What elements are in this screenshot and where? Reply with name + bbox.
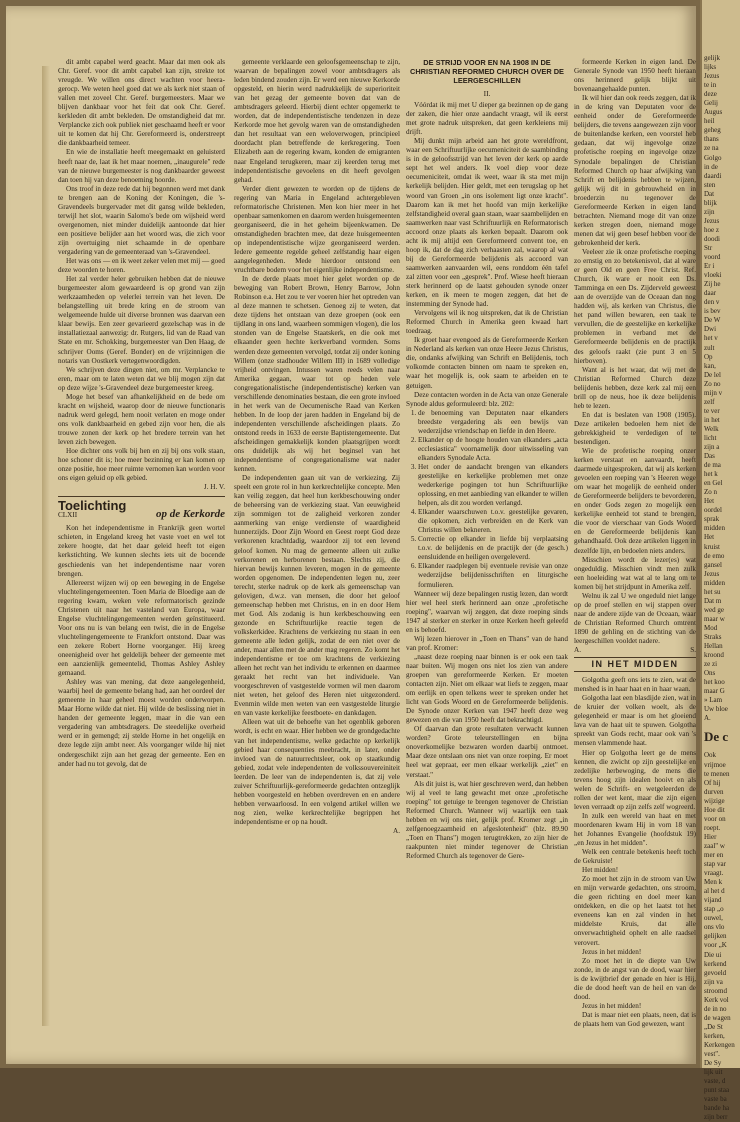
article-paragraph: Vervolgens wil ik nog uitspreken, dat ik de Christian Reformed Church in Amerika geen kwaad hart toedraag. (406, 309, 568, 336)
article-part-number: II. (483, 89, 491, 98)
edge-text-line: vaste ba (704, 1095, 727, 1104)
edge-text-line: heil (704, 117, 715, 126)
article-paragraph: Als dit juist is, wat hier geschreven werd, dan hebben wij al veel te lang gewacht met onze „profetische roeping" tot getuige te brengen tegenover de Christian Reformed Church. Wanneer wij waarlijk een taak hebben en wij ons niet, gelijk prof. Kromer zegt „in zelfgenoegzaamheid en afgeslotenheid" (blz. 89.90 „Toen en Thans") mogen terugtrekken, zo zijn hier de raakpunten niet minder tegenover de Christian Reformed Church als tegenover de Gere- (406, 779, 568, 860)
edge-text-line: Augus (704, 108, 723, 117)
edge-text-line: sten (704, 180, 716, 189)
edge-text-line: de emo (704, 551, 725, 560)
article-paragraph: We schrijven deze dingen niet, om mr. Verplancke te eren, maar om te laten weten dat we blij mogen zijn dat op deze wijze 's-Gravendeel deze burgemeester kreeg. (58, 365, 225, 392)
edge-text-line: Die ui (704, 950, 722, 959)
article-paragraph: formeerde Kerken in eigen land. De Generale Synode van 1950 heeft hieraan ons herinnerd gelijk blijkt uit bovenaangehaalde punten. (574, 58, 696, 94)
edge-text-line: doodi (704, 234, 720, 243)
edge-text-line: wed ge (704, 605, 725, 614)
edge-text-line: oordel (704, 506, 722, 515)
edge-text-line: ze na (704, 144, 719, 153)
edge-text-line: Op (704, 352, 713, 361)
article-paragraph: dit ambt capabel werd geacht. Maar dat men ook als Chr. Geref. voor dit ambt capabel kan zijn, strekte tot vreugde. We willen ons direct wachten voor heera-gerocp. We weten heel goed dat we als kerk niet staan of vallen met zoveel Chr. Geref. burgemeesters. Maar we blijven dankbaar voor het feit dat ook Chr. Geref. kerkleden dit ambt bekleden. De omstandigheid dat mr. Verplancke zich ook publiek niet geschaamd heeft er voor uit te komen dat hij Chr. Gereformeerd is, onderstreept die dankbaarheid temeer. (58, 58, 225, 148)
edge-text-line: zijn a (704, 443, 720, 452)
edge-text-line: voord (704, 253, 721, 262)
edge-text-line: in het (704, 415, 720, 424)
edge-text-line: te menen (704, 769, 730, 778)
edge-text-line: Zo n (704, 488, 718, 497)
article-paragraph: Jezus in het midden! (582, 947, 642, 956)
edge-text-line: vraagt. (704, 869, 724, 878)
edge-text-line: de wagen (704, 1013, 731, 1022)
edge-text-line: en Gel (704, 479, 723, 488)
edge-text-line: is bev (704, 307, 721, 316)
article-paragraph: Dat is maar niet een plaats, neen, dat is de plaats hem van God gewezen, want (574, 1010, 696, 1028)
edge-text-line: Gelij (704, 99, 718, 108)
edge-text-line: gevoeld (704, 968, 727, 977)
edge-text-line: mer en (704, 850, 724, 859)
article-paragraph: Welk een centrale betekenis heeft toch de Gekruiste! (574, 848, 696, 866)
edge-text-line: Men k (704, 878, 723, 887)
edge-text-line: Mod (704, 623, 718, 632)
column-3 (406, 58, 568, 1058)
article-paragraph: Kon het independentisme in Frankrijk geen wortel schieten, in Engeland kreeg het vaste voet en wel tot zekere hoogte, dat het daar geleid heeft tot eigen kerkstichting. We kunnen slechts iets uit de bocende geschiedenis van het independentisme naar voren brengen. (58, 524, 225, 578)
edge-text-line: de in no (704, 1004, 727, 1013)
article-paragraph: Golgotha laat een blasdijde zien, wat in de kruier der volken woelt, als de gelegenheid er maar is om het gloeiend lava van de haat uit te spuwen. Golgotha spreekt van Gods recht, maar ook van 's mensen vlammende haat. (574, 694, 696, 748)
edge-text-line: gansel (704, 560, 722, 569)
edge-text-line: Kerk vol (704, 995, 729, 1004)
next-page-text (704, 54, 740, 1122)
article-paragraph: Golgotha geeft ons iets te zien, wat de menshed is in haar haat en in haar waan. (574, 676, 696, 694)
article-paragraph: Want al is het waar, dat wij met de Christian Reformed Church deze belijdenis hebben, deze kerk zal mij een brill op de neus, hoe ik deze belijdenis heb te lezen. (574, 365, 696, 410)
article-paragraph: Welnu ik zal U we ongeduld niet lange op de proef stellen en wij stappen over naar de andere zijde van de Oceaan, waar de Christian Reformed Church omtrent 1890 de gehling en de stichting van de leergeschillen vooldet nadere. (574, 591, 696, 645)
list-item: 3. Het onder de aandacht brengen van elkanders geestelijke en kerkelijke problemen met onze wederkerige pogingen tot hun Schriftuurlijke oplossing, en met aanbieding van elkander te willen helpen, als dit zou worden verlangd. (418, 463, 568, 508)
article-paragraph: Mij dunkt mijn arbeid aan het grote wereldfront, waar een Schriftuurlijke oecumeniciteit de saambinding is in de geloofsstrijd van het leven der kerk op aarde sept het wel anders. Ik voel diep voor deze oecumeniciteit, omdat ik weet, waar ik sta met mijn kerkelijk belijden. Hier geldt, met een terugslag op het woord van Groen „in ons isolement ligt onze kracht". Daarom kan ik met het hoofd van mijn kerkelijke zelfstandigheid overal gaan staan, waar saambelijden en saamwerken naar vast Schriftuurlijk en Reformatorisch accoord onze plaats als kerken bepaalt. Daarom ook acht ik mij altijd een Gereformeerd convent toe, en hoop ik, dat de dag zich verhaasten zal, waarop al wat bij de Gereformeerde belijdenis als accoord van saamwerken aanvaarden wil, eens ronddom één tafel zal zitten voor een „gesprek". Prof. Wiese heeft hieraan sterk herinnerd op de laatst gehouden synode onzer kerken, en ik meen te mogen zeggen, dat het de instemming der Synode had. (406, 137, 568, 309)
edge-text-line: de ma (704, 461, 721, 470)
list-item: 2. Elkander op de hoogte houden van elkanders „acta ecclesiastica" voornamelijk door uitwisseling van elkanders Synodale Acta. (418, 436, 568, 463)
edge-text-line: Ons (704, 669, 716, 678)
edge-text-line: De lel (704, 370, 721, 379)
article-quote: Of daarvan dan grote resultaten verwacht kunnen worden? Grote teleurstellingen en bijna onoverkomelijke bezwaren worden daarbij ontmoet. Maar deze ontslaan ons niet van onze roeping. Er moet heel wat gepraat, eer men elkaar werkelijk „ziet" en verstaat." (406, 725, 568, 779)
edge-text-line: het koo (704, 678, 725, 687)
edge-text-line: geheg (704, 126, 721, 135)
edge-text-line: punt staa (704, 1086, 730, 1095)
article-paragraph: Ons troof in deze rede dat hij begonnen werd met dank te brengen aan de Koning der Koningen, die 's-Gravendeels burgervader met dit gansg wilde bekleden, terwijl het slot, waarin Salomo's bede om wijsheid werd overgenomen, niet minder duidelijk aantoonde dat hier een positieve belijder aan het woord was, die zich voor zijn overtuiging niet schaamde in de openbare vergadering van de gemeenteraad van 's-Gravendeel. (58, 184, 225, 256)
article-paragraph: Wie de profetische roeping onzer kerken verstaat en aanvaardt, heeft daarmede uitgesproken, dat wij als kerken gevoelen een roeping van 's Heeren wege om waar het mogelijk de eenheid onder de Gereformeerde belijders te bevorderen, en onder Gods zegen zo mogelijk een kerkelijke eenheid tot stand te brengen, die voor de vierschaar van Gods Woord en de Gereformeerde belijdenis kan gehandhaafd. Ook deze artikelen liggen in dezelfde lijn, en bedoelen niets anders. (574, 447, 696, 555)
article-quote: „naast deze roeping naar binnen is er ook een taak naar buiten. Wij mogen ons niet los zien van andere groepen van gereformeerde Kerken. Er moeten contacten zijn. Niet om elkaar wat liefs te zeggen, maar om eerlijk en open telkens weer te spreken onder het licht van Gods Woord en de Gereformeerde belijdenis. De Synode onzer Kerken van 1947 heeft deze weg gewezen en die van 1950 heeft dat bekrachtigd. (406, 652, 568, 725)
edge-text-line: ze zi (704, 660, 718, 669)
section-divider (58, 496, 225, 497)
edge-text-line: zijn va (704, 977, 723, 986)
article-signature: A. (574, 646, 581, 655)
article-paragraph: Verder dient gewezen te worden op de tijdens de regering van Maria in Engeland achtergebleven reformatorische Christenen. Men kon hier meer in het openbaar samenkomen en daarom werden huisgemeenten georganiseerd, die in het geheim bijeenkwamen. De omstandigheden brachten mee, dat deze huisgemeenten op independentistische wijze georganiseerd werden. Iedere gemeente regelde geheel zelfstandig haar eigen aangelegenheden. Mede hierdoor ontstond een vruchtbare bodem voor het eigenlijke independentisme. (234, 184, 400, 275)
edge-text-line: Jezus (704, 569, 720, 578)
edge-text-line: zult (704, 343, 715, 352)
edge-text-line: vest". (704, 1050, 720, 1059)
list-item: 4. Elkander waarschuwen t.o.v. geestelijke gevaren, die opkomen, zich verbreiden en de Kerk van Christus willen bekneren. (418, 508, 568, 535)
edge-text-line: vijand (704, 896, 722, 905)
edge-text-line: bande ha (704, 1104, 730, 1113)
article-paragraph: De independenten gaan uit van de verkiezing. Zij speelt een grote rol in hun kerkrechtelijke concepte. Men kan veilig zeggen, dat heel hun kerkbeschouwing onder de beheersing van de verkiezing staat. Van eeuwigheid zijn sommigen tot de zaligheid verkoren zonder aanmerking van enige verdienste of waardigheid hunnerzijds. Door Zijn Woord en Geest roept God deze verkorenen krachtdadig, waardoor zij tot een levend geloof komen. Nu mag de gemeente alleen uit zulke verkorenen en herborenen bestaan. Slechts zij, die hiervan bewijs kunnen leveren, mogen in de gemeente worden opgenomen. De independenten legen nu, zeer terecht, sterke nadruk op de kerk als gemeenschap van gelovigen, d.w.z. van mensen, die door het geloof gemeenschap hebben met Christus, en in en door Hem met God. Als zodanig is hun kerkbeschouwing een gezonde en Schriftuurlijke reactie tegen de volkskerkidee. Krachtens de verkiezing nu staan in een gemeente alle leden gelijk, zodat de een niet over de ander, maar allen met de ander mag regeren. Zo komt het independentisme er toe om krachtens de verkiezing alleen het recht van het individu te erkennen en daarmee geraakt het recht van het individuele. Van voorgeschreven of vastgestelde vormen wil men daarom niet weten, het geloof des Heren niet uitgezonderd. Evenmin wilde men weten van een vastgestelde liturgie en van vaste kerkelijke feestboete- en dankdagen. (234, 474, 400, 718)
column-2 (234, 58, 400, 1058)
column-4 (574, 58, 696, 1058)
edge-text-line: Dat (704, 189, 715, 198)
edge-text-line: zaal" w (704, 841, 725, 850)
edge-text-line: voor „K (704, 941, 727, 950)
edge-text-line: Er i (704, 262, 715, 271)
edge-text-line: vloeki (704, 271, 722, 280)
list-item: 6. Elkander raadplegen bij eventuele revisie van onze wederzijdse belijdenisschriften en liturgische formulieren. (418, 562, 568, 589)
column-1 (58, 58, 225, 1058)
edge-text-line: zijn berr (704, 1113, 728, 1122)
edge-text-line: vrijmoe (704, 760, 726, 769)
article-paragraph: Ik groet haar evengoed als de Gereformeerde Kerken in Nederland als kerken van onze Heere Jezus Christus, die, ondanks afwijking van Schrift en Belijdenis, toch volkomde contacten binnen om naam te spreken en, waar het mogelijk is, ook saam te arbeiden en te getuigen. (406, 336, 568, 390)
article-paragraph: In de derde plaats moet hier gelet worden op de beweging van Robert Brown, Henry Barrow, John Robinson e.a. Het zou te ver voeren hier het optreden van al deze mannen te schetsen. Genoeg zij te weten, dat deze tijdens het ontstaan van deze groepen (ook een tijdlang in ons land, waarheen sommigen vlogen), die los stonden van de Engelse Staatskerk, en die ook met elkaander geen hechte kerkverband vormden. Soms werden deze gemeenten vervolgd, totdat zij onder koning Willem (onze stadhouder Willem III) in 1689 volledige vrijheid ontvingen. Intussen waren reeds velen naar Amerika gegaan, waar tot op heden vele congregationalistische (independentistische) kerken van verschillende denominaties bestaan, die een grote invloed in het werk van de Oecumenische Raad van Kerken hebben. In de loop der jaren hadden in Engeland bij de independenten verschillende afscheidingen plaats. Zo ontstond reeds in 1633 de eerste Baptistengemeente. Dat afscheidingen gemakkelijk konden plaatsgrijpen wordt ons duidelijk als wij het beginsel van het independentisme of congregationalisme wat nader kennen. (234, 275, 400, 474)
article-paragraph: Ik wil hier dan ook reeds zeggen, dat ik in de kring van Deputaten voor de eenheid onder de Gereformeerde belijders, die tevens aangewezen zijn voor de buitenlandse kerken, een voorstel heb gedaan, dat wij ingevolge onze profetische roeping en ingevolge onze Synodale bepalingen de Christian Reformed Church op haar afwijking van Schrift en belijdenis hebben te wijzen, gelijk wij dit in gebrouwheid en in broederzin nu tegenover de Gereformeerde Kerken in eigen land betrachten. Niemand moge dit van onze kerken stregen doen, niemand moge menen dat wij geen besef hebben voor de gebrokenheid der kerk. (574, 94, 696, 247)
article-title: IN HET MIDDEN (574, 657, 696, 672)
article-paragraph: Veeleer zie ik onze profetische roeping zo ernstig en zo betekenisvol, dat al ware er geen Old en geen Free Christ. Ref. Church, ik ware er nooit een Ds. Tamminga en een Ds. Zijderveld geweest aan de overzijde van de Oceaan dan nog hadden wij, als kerken van Christus, die het pand willen bewaren, een taak te vervullen, die de geestelijke en kerkelijke problemen in verband met de Gereformeerde belijdenis en de practijk des geloofs raakt (zie punt 3 en 5 hierboven). (574, 247, 696, 365)
edge-text-line: al het d (704, 887, 725, 896)
edge-text-line: stroomd (704, 986, 727, 995)
article-paragraph: In zulk een wereld van haat en met moordenaren kwam Hij in vorn 18 van het Johannes Evangelie (hoofdstuk 19) „en Jezus in het midden". (574, 811, 696, 847)
numbered-list (406, 409, 568, 590)
edge-text-line: Straks (704, 633, 722, 641)
edge-text-line: te ver (704, 406, 720, 415)
edge-text-line: gelijken (704, 932, 727, 941)
edge-text-line: Das (704, 452, 715, 461)
edge-text-line: ouwel, (704, 914, 723, 923)
article-paragraph: gemeente verklaarde een geloofsgemeenschap te zijn, waarvan de bepalingen zowel voor ambtsdragers als leden bindend zouden zijn. Er werd een nieuwe Kerkorde opgesteld, en hierin werd nadrukkelijk de superioriteit van het gezag der gemeente boven dat van de ambtsdragers geleerd. Hierbij dient echter opgemerkt te worden, dat de independentistische tendenzen in deze Kerkorde moe het gevolg waren van de omstandigheden dan het resultaat van een weloverwogen, principieel doordacht plan betreffende de kerkregering. Toen Elizabeth aan de regering kwam, konden de emigranten naar Engeland terugkeren, maar zij keerden terug met independentistische gevoelens en dit heeft gevolgen gehad. (234, 58, 400, 184)
edge-text-line: den v (704, 298, 720, 307)
edge-text-line: Zij he (704, 280, 721, 289)
edge-text-line: wijzige (704, 796, 725, 805)
edge-text-line: het k (704, 470, 718, 479)
article-paragraph: Zo moet het zijn in de stroom van Uw en mijn verwarde gedachten, ons stroom, die geen richting en doel meer kan ontdekken, en die op het laatst tot het eveneens kan en zal vinden in het middelste Kruis, dat alle onverwachtigheid ophelt en alle raadsel verovert. (574, 875, 696, 947)
edge-text-line: mijn v (704, 388, 723, 397)
edge-text-line: te in (704, 81, 717, 90)
edge-text-line: het v (704, 334, 718, 343)
article-paragraph: Hier op Golgotha leert ge de mens kennen, die zwicht op zijn geestelijke en zedelijke herbewoging, de mens die tevens hoog zijn idealen hooivt en als welen de Schrift- en wetgeleerden de rollen der wet kent, maar die zijn eigen leven verraadt op zijn zelfs zelf wogreerd. (574, 748, 696, 811)
edge-text-line: Jezus (704, 216, 720, 225)
edge-text-line: stap var (704, 860, 726, 869)
article-paragraph: Jezus in het midden! (582, 1001, 642, 1010)
edge-text-line: midden (704, 578, 725, 587)
edge-text-line: lijks (704, 63, 717, 72)
signature-row (574, 646, 696, 655)
edge-text-line: durven (704, 787, 724, 796)
edge-text-line: kerkend (704, 959, 727, 968)
article-title: DE STRIJD VOOR EN NA 1908 IN DE CHRISTIAN REFORMED CHURCH OVER DE LEERGESCHILLEN (410, 58, 564, 85)
edge-text-line: Zo no (704, 379, 721, 388)
article-paragraph: Moge het besef van afhankelijkheid en de bede om kracht en wijsheid, waarop door de nieuwe functionaris nadruk werd gelegd, hem nooit verlaten en moge onder ons volk dankbaarheid en gebed zijn voor hen, die als trouwe zonen der kerk op het bredere terrein van het leven zich bewegen. (58, 392, 225, 446)
edge-text-line: maar G (704, 687, 725, 696)
article-paragraph: Misschien wordt de lezer(es) wat ongeduldig. Misschien vindt men zulk een hoeleiding wat wat al te lang om te komen bij het strijdpunt in Amerika zelf. (574, 555, 696, 591)
edge-text-line: lijk uit (704, 1068, 723, 1077)
edge-text-line: thans (704, 135, 719, 144)
article-paragraph: Het was ons — en ik weet zeker velen met mij — goed deze woorden te horen. (58, 257, 225, 275)
edge-text-line: blijk (704, 198, 717, 207)
edge-text-line: stap „o (704, 905, 724, 914)
edge-text-line: daar (704, 289, 717, 298)
edge-text-line: Hier (704, 832, 717, 841)
article-paragraph: Ashley was van mening, dat deze aangelegenheid, waarbij heel de gemeente belang had, aan het oordeel der gemeente in haar geheel moest worden onderworpen. Maar Horne wilde dat niet. Hij wilde de beslissing niet in handen der gemeente leggen, maar in die van een vergadering van ambtsdragers. De steedelijke overheid werd er in gemengd; zij stelde Horne in het ongelijk en deze legde zijn ambt neer. Als voorganger wilde hij niet ondergeschikt zijn aan het gezag der gemeente. Een en ander had nu tot gevolg, dat de (58, 678, 225, 768)
edge-text-line: sprak (704, 515, 720, 524)
edge-text-line: Golgo (704, 153, 722, 162)
article-paragraph: Deze contacten worden in de Acta van onze Generale Synode aldus geformuleerd: blz. 202: (406, 390, 568, 408)
list-item: 5. Correctie op elkander in liefde bij verplaatsing t.o.v. de belijdenis en de practijk der (de gesch.) eensluidende en heiligen overgeleverd. (418, 535, 568, 562)
edge-text-line: „De St (704, 1022, 723, 1031)
edge-text-line: kerken, (704, 1031, 725, 1040)
edge-text-line: in de (704, 162, 718, 171)
edge-text-line: het su (704, 587, 721, 596)
edge-text-line: hoe z (704, 225, 719, 234)
edge-text-line: Het (704, 497, 715, 506)
section-title: Toelichting (58, 498, 127, 514)
edge-text-line: kan, (704, 361, 716, 370)
next-page-edge (700, 0, 740, 1122)
edge-text-line: kroond (704, 651, 724, 660)
article-paragraph: Alleen wat uit de behoefte van het ogenblik geboren wordt, is echt en waar. Hier hebben we de grondgedachte van het independentisme, welke gedachte op kerkelijk gebied haar consequenties meebracht, in later, onder invloed van de natuurrechtsleer, ook op staatkundig gebied, zodat vele independenten de volkssouvereiniteit leerden. De leer van de independenten is, dat zij vele zuiver Schriftuurlijk-gereformeerde gedachten ontzeglijk hebben voorgesteld en hebben overdreven en en andere hebben verwaarloosd. In een volgend artikel willen we nog zien, welke kerkrechtelijke begrippen het independentisme er op na houdt. (234, 718, 400, 826)
edge-text-line: daardi (704, 171, 722, 180)
edge-text-line: vaste, d (704, 1077, 726, 1086)
edge-text-line: De Sy (704, 1059, 722, 1068)
edge-text-line: Uw bloe (704, 705, 728, 714)
edge-text-line: deze (704, 90, 717, 99)
edge-text-line: Jezus (704, 72, 720, 81)
article-paragraph: Wij lezen hierover in „Toen en Thans" van de hand van prof. Kromer: (406, 634, 568, 652)
edge-text-line: De W (704, 316, 721, 325)
article-signature: S. (690, 646, 696, 655)
edge-text-line: licht (704, 433, 717, 442)
section-number: CLXII (58, 511, 78, 520)
edge-text-line: Hellan (704, 642, 723, 651)
edge-text-line: Hoe dit (704, 805, 725, 814)
article-paragraph: Het zal verder heler gebruiken hebben dat de nieuwe burgemeester alom gewaardeerd is op grond van zijn werkzaamheden op velerlei terrein van het leven. De belangstelling uit brede kring en de stroom van welgemeende hulde uit diverse bronnen was daarvan een klaar bewijs. Een zeer gevarieerd gezelschap was in de installatiezaal aanwezig: dr. Rutgers, lid van de Raad van State en mr. Schokking, burgemeester van Den Haag, de schrijver Ooms (Geref. Bonder) en de vrijzinnigen die notaris van Oostkerk vertegenwoordigden. (58, 275, 225, 365)
edge-text-line: gelijk (704, 54, 720, 62)
edge-text-line: Kerkengen (704, 1040, 735, 1049)
edge-text-line: zijn (704, 207, 715, 216)
article-paragraph: Vóórdat ik mij met U dieper ga bezinnen op de gang der zaken, die hier onze aandacht vraagt, wil ik eerst met grote nadruk uitspreken, dat geen kerkleiens mij drijft. (406, 101, 568, 137)
article-paragraph: En wie de installatie heeft meegemaakt en geluisterd heeft naar de, laat ik het maar noemen, „inaugurele" rede van de nieuwe burgemeester is nog dankbaarder geweest dan toen hij van deze benoeming hoorde. (58, 148, 225, 184)
edge-text-line: Dwi (704, 325, 717, 334)
edge-section-title: De c (704, 729, 729, 745)
article-paragraph: Hoe dichter ons volk bij hen en zij bij ons volk staan, hoe schoner dit is; hoe meer bezinning er kan komen op onze positie, hoe meer ruimte vernomen kan worden voor ons eigen geluid op elk gebied. (58, 447, 225, 483)
edge-text-line: » Lam (704, 696, 723, 705)
list-item: 1. de benoeming van Deputaten naar elkanders breedste vergadering als een bewijs van wederzijdse vriendschap en liefde in den Heere. (418, 409, 568, 436)
article-paragraph: Zo moet het in de diepte van Uw zonde, in de angst van de dood, waar hier is de kwijtbrief der genade en hier is Hij, die de dood heeft van de heil en van de dood. (574, 956, 696, 1001)
edge-text-line: roept. (704, 823, 721, 832)
edge-text-line: Str (704, 243, 713, 252)
newspaper-page (6, 6, 696, 1064)
edge-text-line: maar w (704, 614, 725, 623)
page-binding (42, 66, 50, 1026)
edge-text-line: Ook (704, 751, 717, 760)
article-signature: J. H. V. (203, 483, 225, 492)
article-paragraph: Het midden! (582, 866, 619, 875)
edge-text-line: Dat m (704, 596, 722, 605)
edge-text-line: midden (704, 524, 725, 533)
section-subtitle: op de Kerkorde (155, 508, 225, 521)
edge-text-line: kruist (704, 542, 720, 551)
edge-text-line: Welk (704, 424, 719, 433)
article-paragraph: Allereerst wijzen wij op een beweging in de Engelse vluchtelingengemeenten. Toen Maria de Bloedige aan de regering kwam, weken vele reformatorisch gezinde Christenen uit naar het vasteland van Europa, waar Engelse vluchtelingengemeenten werden geïnstitueerd. Voor ons nu is van belang een twist, die in de Engelse vluchtelingengemeente te Frankfort ontstond. Daar was een zekere Robert Horne voorganger. Hij kreeg oneenigheid over het geldelijk beheer der gemeente met een aanzienlijk gemeentelid, Thomas Ashley Ashley gemaand. (58, 578, 225, 678)
article-signature: A. (393, 826, 400, 835)
edge-text-line: zelf (704, 397, 715, 406)
article-paragraph: Wanneer wij deze bepalingen rustig lezen, dan wordt hier wel heel sterk herinnerd aan onze „profetische roeping", waarvan wij zeggen, dat deze roeping sinds 1947 al sterker en sterker in onze Kerken heeft geleefd en is behoefd. (406, 589, 568, 634)
edge-text-line: A. (704, 714, 711, 723)
edge-text-line: Het (704, 533, 715, 542)
edge-text-line: ons vlo (704, 923, 725, 932)
edge-text-line: voor on (704, 814, 726, 823)
edge-text-line: Of hij (704, 778, 721, 787)
article-paragraph: En dat is beslaten van 1908 (1905). Deze artikelen bedoelen hem niet de gebrekkigheid te verdedigen of te bestendigen. (574, 410, 696, 446)
